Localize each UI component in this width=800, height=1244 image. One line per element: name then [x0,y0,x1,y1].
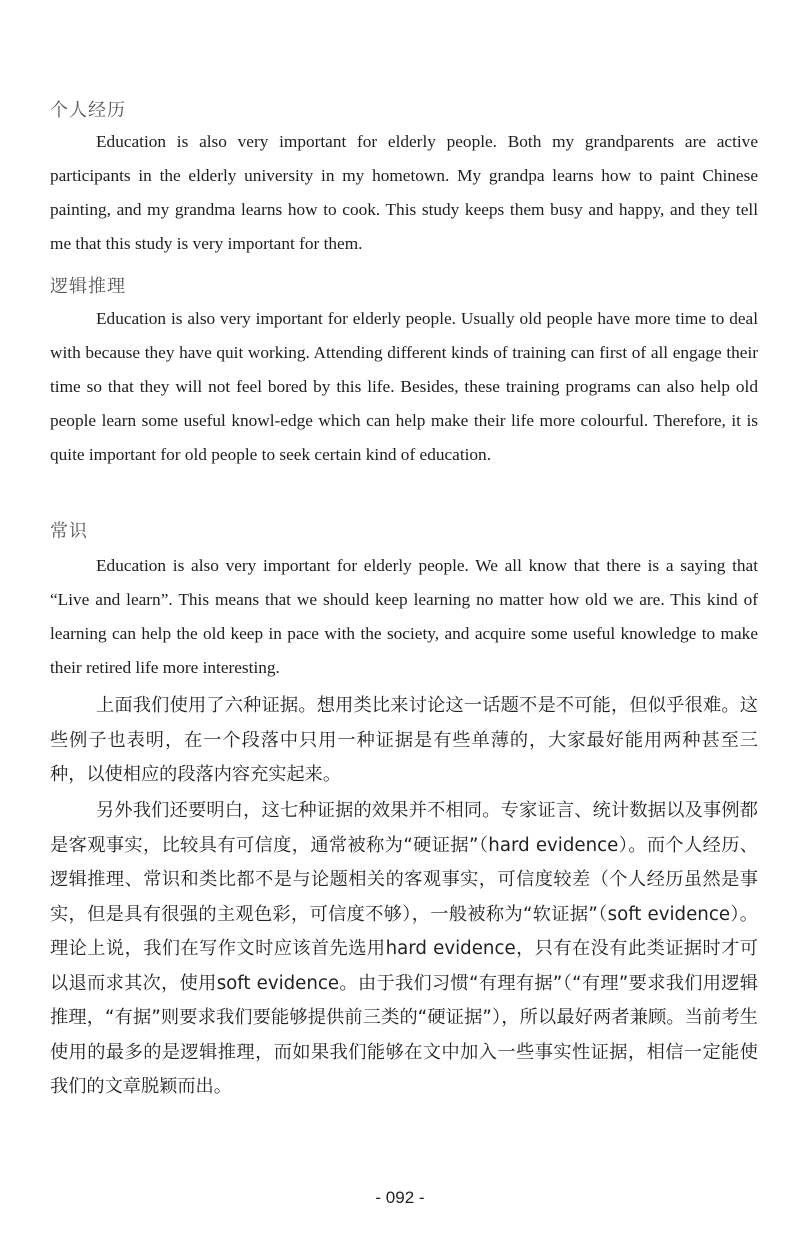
paragraph-common-sense: Education is also very important for elderly people. We all know that there is a saying that “Live and learn”. This means that we should keep learning no matter how old we are. This kind of learning can help the old keep in pace with the society, and acquire some useful knowledge to make their retired life more interesting. [50,556,758,677]
paragraph-hard-soft-evidence: 另外我们还要明白，这七种证据的效果并不相同。专家证言、统计数据以及事例都是客观事实，比较具有可信度，通常被称为“硬证据”（hard evidence）。而个人经历、逻辑推理、常识和类比都不是与论题相关的客观事实，可信度较差（个人经历虽然是事实，但是具有很强的主观色彩，可信度不够），一般被称为“软证据”（soft evidence）。理论上说，我们在写作文时应该首先选用hard evidence，只有在没有此类证据时才可以退而求其次，使用soft evidence。由于我们习惯“有理有据”（“有理”要求我们用逻辑推理，“有据”则要求我们要能够提供前三类的“硬证据”），所以最好两者兼顾。当前考生使用的最多的是逻辑推理，而如果我们能够在文中加入一些事实性证据，相信一定能使我们的文章脱颖而出。 [50,800,758,1097]
section-heading-personal-experience: 个人经历 [50,100,126,121]
paragraph-logical-reasoning: Education is also very important for elderly people. Usually old people have more time to deal with because they have quit working. Attending different kinds of training can first of all engage their time so that they will not feel bored by this life. Besides, these training programs can also help old people learn some useful knowl-edge which can help make their life more colourful. Therefore, it is quite important for old people to seek certain kind of education. [50,309,758,464]
paragraph-summary-six-evidence: 上面我们使用了六种证据。想用类比来讨论这一话题不是不可能，但似乎很难。这些例子也表明，在一个段落中只用一种证据是有些单薄的，大家最好能用两种甚至三种，以使相应的段落内容充实起来。 [50,695,758,785]
section-heading-logical-reasoning: 逻辑推理 [50,276,126,297]
paragraph-personal-experience: Education is also very important for elderly people. Both my grandparents are active participants in the elderly university in my hometown. My grandpa learns how to paint Chinese painting, and my grandma learns how to cook. This study keeps them busy and happy, and they tell me that this study is very important for them. [50,132,758,253]
page-number: - 092 - [375,1188,425,1207]
section-heading-common-sense: 常识 [50,521,88,542]
